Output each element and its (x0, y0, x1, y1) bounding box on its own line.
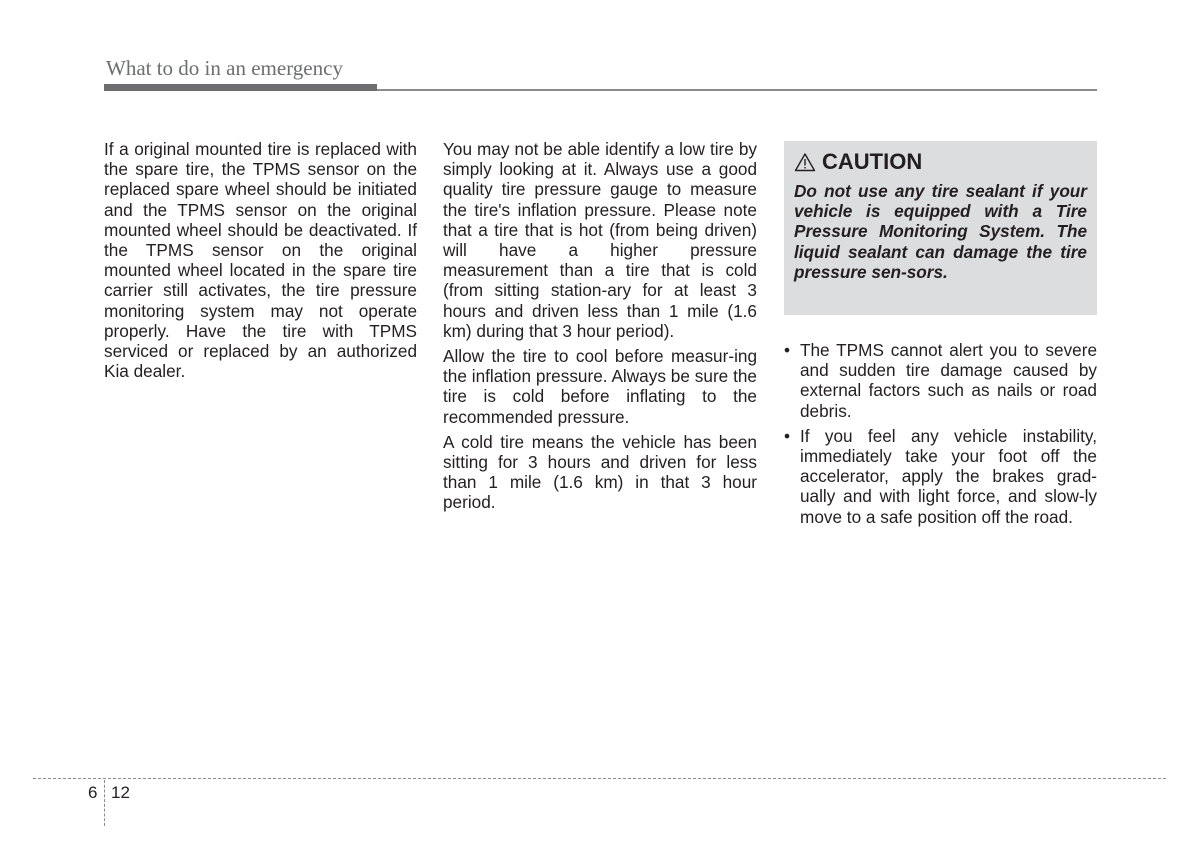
column-1 (104, 139, 417, 386)
bullet-marker: • (784, 425, 791, 446)
caution-box (784, 141, 1097, 315)
section-title: What to do in an emergency (106, 56, 343, 80)
warning-triangle-icon (794, 152, 816, 172)
bullet-list (784, 340, 1097, 532)
footer-divider (104, 780, 105, 826)
list-item-text: The TPMS cannot alert you to severe and sudden tire damage caused by external factors such as nails or road debris. (800, 340, 1097, 421)
paragraph: A cold tire means the vehicle has been sitting for 3 hours and driven for less than 1 mile (1.6 km) in that 3 hour period. (443, 431, 757, 513)
caution-label: CAUTION (822, 149, 923, 174)
chapter-number: 6 (88, 783, 98, 802)
header-rule-accent (104, 84, 377, 91)
caution-text: Do not use any tire sealant if your vehicle is equipped with a Tire Pressure Monitoring System. The liquid sealant can damage the tire pressure sen-sors. (794, 181, 1087, 282)
paragraph: If a original mounted tire is replaced with the spare tire, the TPMS sensor on the replaced spare wheel should be initiated and the TPMS sensor on the original mounted wheel should be deactivated. If the TPMS sensor on the original mounted wheel located in the spare tire carrier still activates, the tire pressure monitoring system may not operate properly. Have the tire with TPMS serviced or replaced by an authorized Kia dealer. (104, 139, 417, 382)
paragraph: Allow the tire to cool before measur-ing the inflation pressure. Always be sure the tire is cold before inflating to the recommended pressure. (443, 346, 757, 427)
bullet-marker: • (784, 340, 791, 360)
paragraph: You may not be able identify a low tire by simply looking at it. Always use a good quality tire pressure gauge to measure the tire's inflation pressure. Please note that a tire that is hot (from being driven) will have a higher pressure measurement than a tire that is cold (from sitting station-ary for at least 3 hours and driven less than 1 mile (1.6 km) during that 3 hour period). (443, 139, 757, 341)
list-item (784, 340, 1097, 421)
column-2 (443, 139, 757, 518)
page-number: 12 (111, 783, 130, 802)
list-item (784, 426, 1097, 527)
list-item-text: If you feel any vehicle instability, immediately take your foot off the accelerator, apply the brakes grad-ually and with light force, and slow-ly move to a safe position off the road. (800, 425, 1097, 527)
caution-heading (794, 149, 922, 175)
footer-rule (33, 778, 1166, 779)
